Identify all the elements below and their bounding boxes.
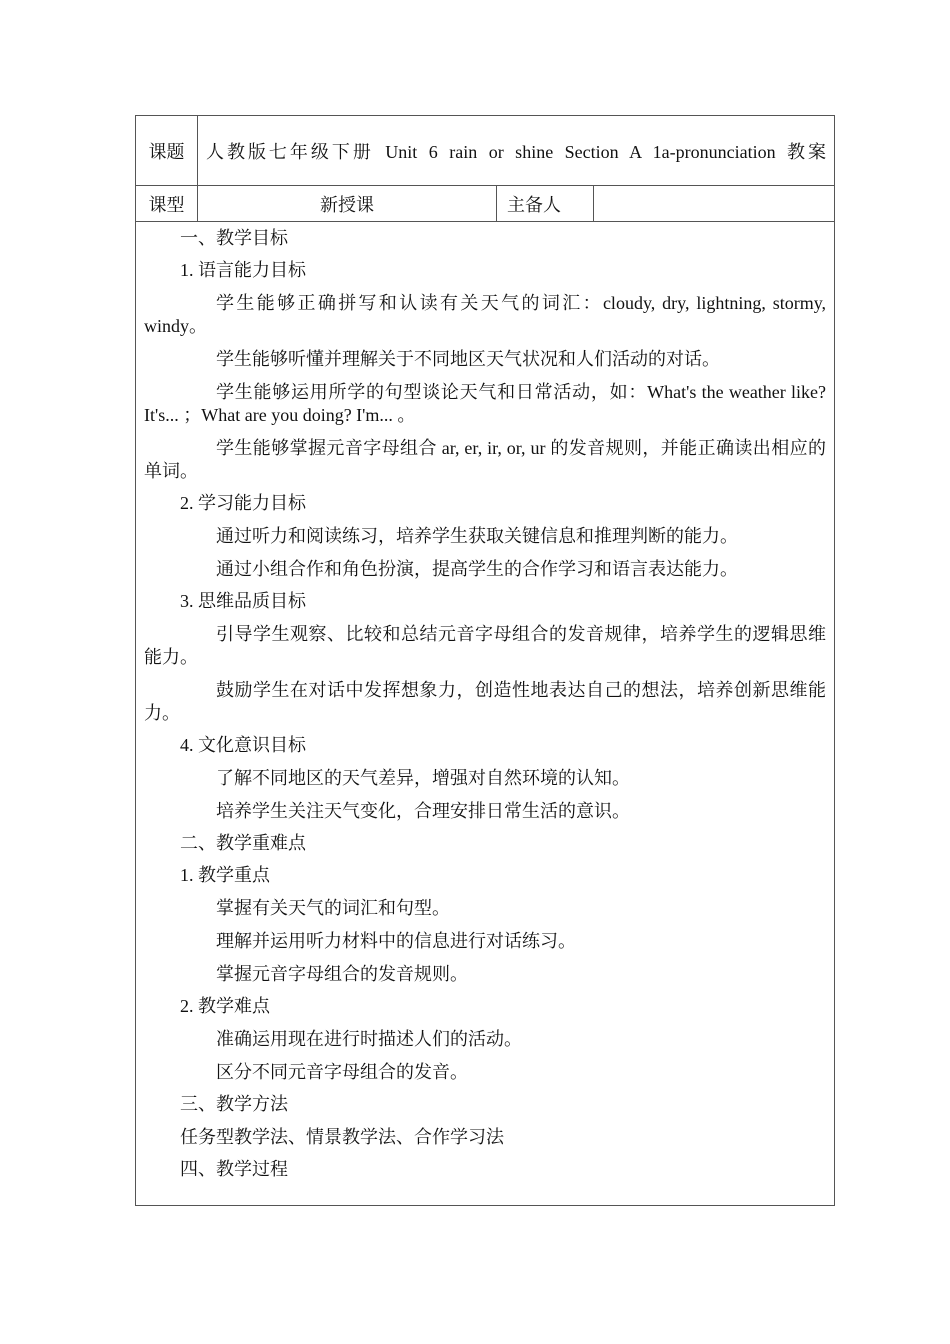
type-value: 新授课 (198, 186, 497, 222)
author-label: 主备人 (497, 186, 594, 222)
type-row (136, 186, 835, 222)
subsection-heading: 2. 学习能力目标 (180, 493, 306, 513)
paragraph: 通过小组合作和角色扮演，提高学生的合作学习和语言表达能力。 (216, 558, 738, 579)
paragraph: 学生能够掌握元音字母组合 ar, er, ir, or, ur 的发音规则，并能正确读出相应的单词。 (144, 438, 827, 481)
paragraph: 掌握元音字母组合的发音规则。 (216, 963, 468, 984)
topic-label: 课题 (136, 116, 198, 186)
section-heading: 四、教学过程 (180, 1159, 288, 1179)
lesson-plan-table (135, 115, 835, 1206)
subsection-heading: 3. 思维品质目标 (180, 591, 306, 611)
content-row (136, 222, 835, 1206)
section-heading: 二、教学重难点 (180, 833, 306, 853)
paragraph: 任务型教学法、情景教学法、合作学习法 (180, 1126, 504, 1147)
subsection-heading: 2. 教学难点 (180, 996, 270, 1016)
content-cell (136, 222, 835, 1206)
paragraph: 培养学生关注天气变化，合理安排日常生活的意识。 (216, 800, 630, 821)
subsection-heading: 4. 文化意识目标 (180, 735, 306, 755)
author-value (594, 186, 835, 222)
type-label: 课型 (136, 186, 198, 222)
subsection-heading: 1. 语言能力目标 (180, 260, 306, 280)
section-heading: 一、教学目标 (180, 228, 288, 248)
paragraph: 理解并运用听力材料中的信息进行对话练习。 (216, 930, 576, 951)
paragraph: 学生能够正确拼写和认读有关天气的词汇：cloudy, dry, lightning, stormy, windy。 (144, 293, 827, 336)
paragraph: 区分不同元音字母组合的发音。 (216, 1061, 468, 1082)
paragraph: 了解不同地区的天气差异，增强对自然环境的认知。 (216, 767, 630, 788)
subsection-heading: 1. 教学重点 (180, 865, 270, 885)
paragraph: 掌握有关天气的词汇和句型。 (216, 897, 450, 918)
paragraph: 学生能够运用所学的句型谈论天气和日常活动，如：What's the weather like? It's... ；What are you doing? I'm... 。 (144, 382, 827, 425)
topic-value: 人教版七年级下册 Unit 6 rain or shine Section A 1a-pronunciation 教案 (198, 116, 835, 186)
paragraph: 引导学生观察、比较和总结元音字母组合的发音规律，培养学生的逻辑思维能力。 (144, 624, 827, 667)
paragraph: 准确运用现在进行时描述人们的活动。 (216, 1028, 522, 1049)
paragraph: 鼓励学生在对话中发挥想象力，创造性地表达自己的想法，培养创新思维能力。 (144, 680, 827, 723)
topic-row (136, 116, 835, 186)
section-heading: 三、教学方法 (180, 1094, 288, 1114)
paragraph: 通过听力和阅读练习，培养学生获取关键信息和推理判断的能力。 (216, 525, 738, 546)
paragraph: 学生能够听懂并理解关于不同地区天气状况和人们活动的对话。 (216, 349, 720, 369)
